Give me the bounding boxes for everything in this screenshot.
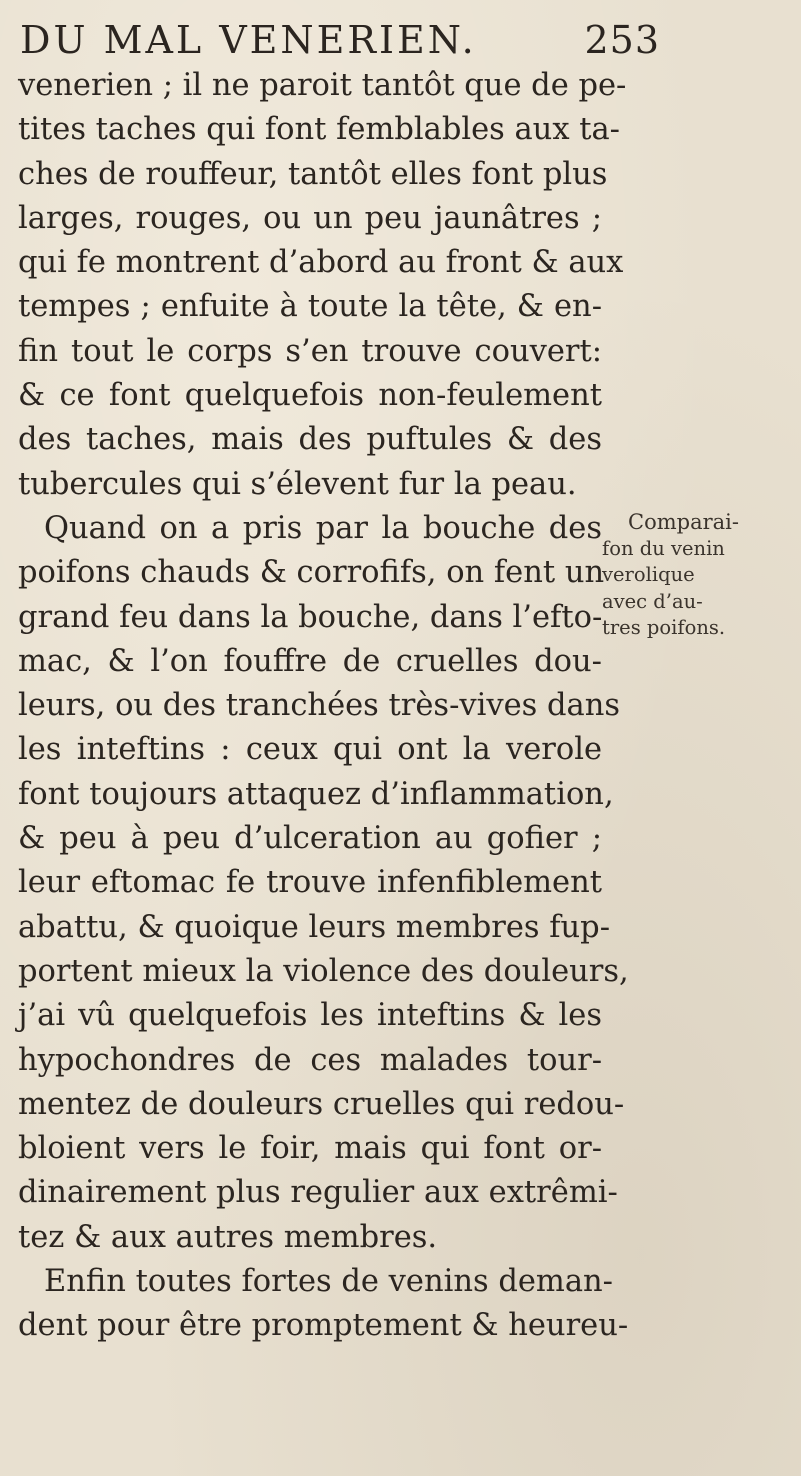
text-line: poifons chauds & corrofifs, on fent un [18, 555, 605, 591]
text-line: & peu à peu d’ulceration au gofier ; [18, 821, 602, 857]
margin-note [602, 509, 780, 642]
text-line: tempes ; enfuite à toute la tête, & en- [18, 289, 602, 325]
text-line: larges, rouges, ou un peu jaunâtres ; [18, 200, 602, 236]
text-line: des taches, mais des puftules & des [18, 422, 602, 458]
page-number: 253 [584, 18, 660, 62]
body-text [18, 64, 629, 1349]
margin-note-line: fon du venin [602, 536, 725, 560]
text-line: tubercules qui s’élevent fur la peau. [18, 466, 577, 502]
text-line: abattu, & quoique leurs membres fup- [18, 909, 611, 945]
text-line: leur eftomac fe trouve infenfiblement [18, 865, 602, 901]
text-line: portent mieux la violence des douleurs, [18, 953, 629, 989]
text-line: & ce font quelquefois non-feulement [18, 378, 602, 414]
text-line: tez & aux autres membres. [18, 1219, 438, 1255]
text-line: dinairement plus regulier aux extrêmi- [18, 1175, 618, 1211]
margin-note-line: verolique [602, 563, 695, 586]
text-line: venerien ; il ne paroit tantôt que de pe- [18, 68, 627, 103]
paragraph-start-line: Quand on a pris par la bouche des [44, 510, 602, 546]
text-line: ches de rouffeur, tantôt elles font plus [18, 156, 608, 192]
running-title: DU MAL VENERIEN. [20, 18, 477, 62]
text-line: mentez de douleurs cruelles qui redou- [18, 1086, 625, 1122]
text-line: tites taches qui font femblables aux ta- [18, 112, 620, 148]
text-line: fin tout le corps s’en trouve couvert: [18, 333, 602, 369]
text-line: dent pour être promptement & heureu- [18, 1308, 629, 1344]
text-line: qui fe montrent d’abord au front & aux [18, 245, 624, 281]
margin-note-line: Comparai- [628, 510, 739, 534]
paragraph-start-line: Enfin toutes fortes de venins deman- [44, 1264, 613, 1300]
text-line: bloient vers le foir, mais qui font or- [18, 1131, 602, 1167]
text-line: mac, & l’on fouffre de cruelles dou- [18, 643, 602, 679]
text-line: grand feu dans la bouche, dans l’efto- [18, 599, 603, 635]
text-line: font toujours attaquez d’inflammation, [18, 776, 614, 812]
text-line: hypochondres de ces malades tour- [18, 1042, 602, 1078]
margin-note-line: tres poifons. [602, 616, 726, 639]
text-line: leurs, ou des tranchées très-vives dans [18, 688, 620, 724]
text-line: j’ai vû quelquefois les inteftins & les [18, 998, 602, 1034]
text-line: les inteftins : ceux qui ont la verole [18, 732, 602, 768]
running-head [20, 18, 660, 62]
margin-note-line: avec d’au- [602, 589, 703, 613]
